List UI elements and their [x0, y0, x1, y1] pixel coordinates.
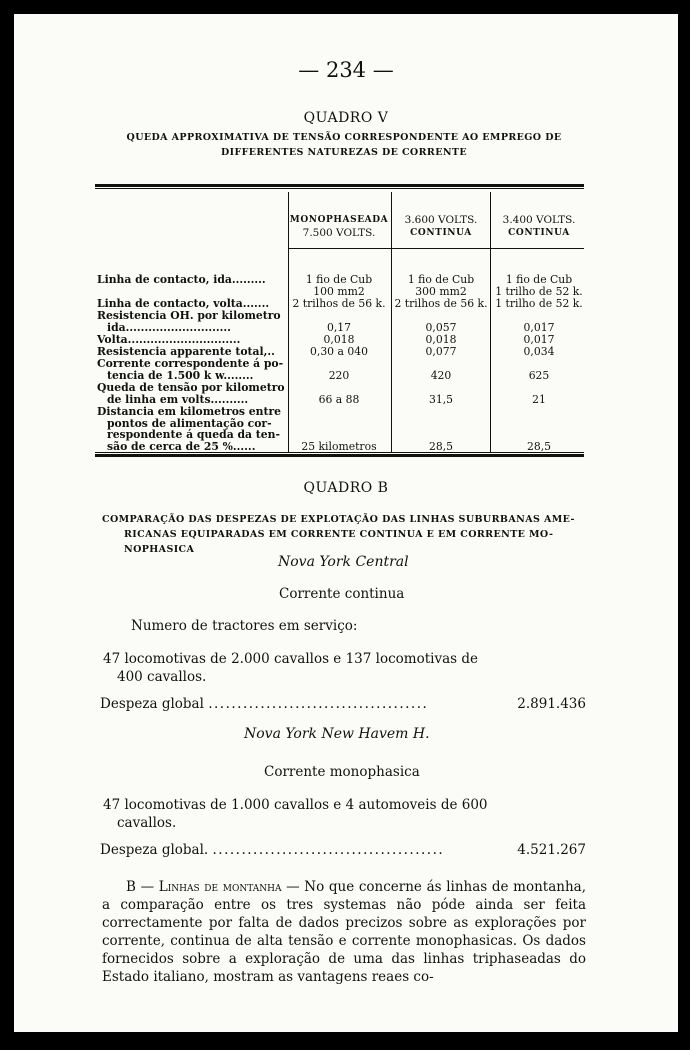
row-value: 1 fio de Cub 100 mm2 — [305, 273, 373, 298]
row-value: 0,018 — [323, 333, 355, 346]
row-value: 0,034 — [523, 345, 555, 358]
row-value: 220 — [328, 368, 350, 382]
row-value: 2 trilhos de 56 k. — [394, 297, 488, 310]
current-type: Corrente monophasica — [264, 764, 420, 780]
row-label: Corrente correspondente á po- tencia de 1.500 k w........ — [97, 357, 284, 382]
header-rule — [288, 248, 584, 249]
current-type: Corrente continua — [279, 586, 405, 602]
tractors-heading: Numero de tractores em serviço: — [131, 618, 358, 634]
row-label: Resistencia OH. por kilometro ida............................ — [97, 309, 281, 334]
table-bottom-rule-thin — [95, 452, 584, 453]
locomotives-text: 47 locomotivas de 2.000 cavallos e 137 locomotivas de 400 cavallos. — [103, 651, 478, 685]
row-label: Volta.............................. — [97, 333, 241, 346]
row-value: 1 trilho de 52 k. — [495, 297, 583, 310]
row-label: Resistencia apparente total,.. — [97, 345, 275, 358]
section-lead: B — Linhas de montanha — — [126, 879, 300, 895]
row-value: 0,057 — [425, 320, 457, 334]
expense-line: Despeza global. ........................................ 4.521.267 — [100, 842, 586, 858]
table-top-rule-thin — [95, 188, 584, 189]
column-divider — [391, 192, 392, 452]
row-value: 25 kilometros — [301, 439, 377, 453]
table-top-rule — [95, 184, 584, 187]
row-value: 66 a 88 — [318, 392, 360, 406]
row-label: Linha de contacto, ida......... — [97, 273, 266, 286]
row-value: 0,30 a 040 — [310, 345, 368, 358]
row-value: 0,018 — [425, 333, 457, 346]
quadro-b-title: QUADRO B — [303, 480, 389, 496]
row-value: 28,5 — [428, 439, 454, 453]
row-value: 420 — [430, 368, 452, 382]
page-number: — 234 — — [298, 58, 394, 82]
row-value: 21 — [532, 392, 546, 406]
row-value: 2 trilhos de 56 k. — [292, 297, 386, 310]
quadro-b-subtitle: COMPARAÇÃO DAS DESPEZAS DE EXPLOTAÇÃO DAS LINHAS SUBURBANAS AME- RICANAS EQUIPARADAS EM CORRENTE CONTINUA E EM CORRENTE MO- NOPHASICA — [102, 514, 575, 555]
row-label: Queda de tensão por kilometro de linha em volts.......... — [97, 381, 285, 406]
table-bottom-rule — [95, 454, 584, 457]
quadro-v-title: QUADRO V — [303, 110, 389, 126]
row-value: 0,017 — [523, 320, 555, 334]
row-label: Linha de contacto, volta....... — [97, 297, 270, 310]
row-value: 625 — [528, 368, 550, 382]
row-value: 0,17 — [326, 320, 352, 334]
column-header-monophaseada: MONOPHASEADA 7.500 VOLTS. — [289, 215, 389, 239]
row-value: 1 fio de Cub 300 mm2 — [407, 273, 475, 298]
expense-line: Despeza global ...................................... 2.891.436 — [100, 696, 586, 712]
column-divider — [490, 192, 491, 452]
row-value: 1 fio de Cub 1 trilho de 52 k. — [495, 273, 583, 298]
row-value: 31,5 — [428, 392, 454, 406]
row-label: Distancia em kilometros entre pontos de alimentação cor- respondente á queda da ten- são de cerca de 25 %...... — [97, 405, 282, 453]
column-header-continua-3600: 3.600 VOLTS. CONTINUA — [404, 214, 478, 238]
railway-name: Nova York Central — [278, 554, 409, 570]
quadro-v-subtitle: QUEDA APPROXIMATIVA DE TENSÃO CORRESPONDENTE AO EMPREGO DE DIFFERENTES NATUREZAS DE CORRENTE — [126, 132, 562, 158]
row-value: 0,017 — [523, 333, 555, 346]
document-page — [14, 14, 678, 1032]
row-value: 0,077 — [425, 345, 457, 358]
row-value: 28,5 — [526, 439, 552, 453]
column-header-continua-3400: 3.400 VOLTS. CONTINUA — [502, 214, 576, 238]
closing-paragraph: B — Linhas de montanha — No que concerne ás linhas de montanha, a comparação entre os tres systemas não póde ainda ser feita correctamente por falta de dados precizos sobre as explorações por corrente, continua de alta tensão e corrente monophasicas. Os dados fornecidos sobre a exploração de uma das linhas triphaseadas do Estado italiano, mostram as vantagens reaes co- — [102, 879, 586, 985]
railway-name: Nova York New Havem H. — [244, 726, 430, 742]
locomotives-text: 47 locomotivas de 1.000 cavallos e 4 automoveis de 600 cavallos. — [103, 797, 488, 831]
